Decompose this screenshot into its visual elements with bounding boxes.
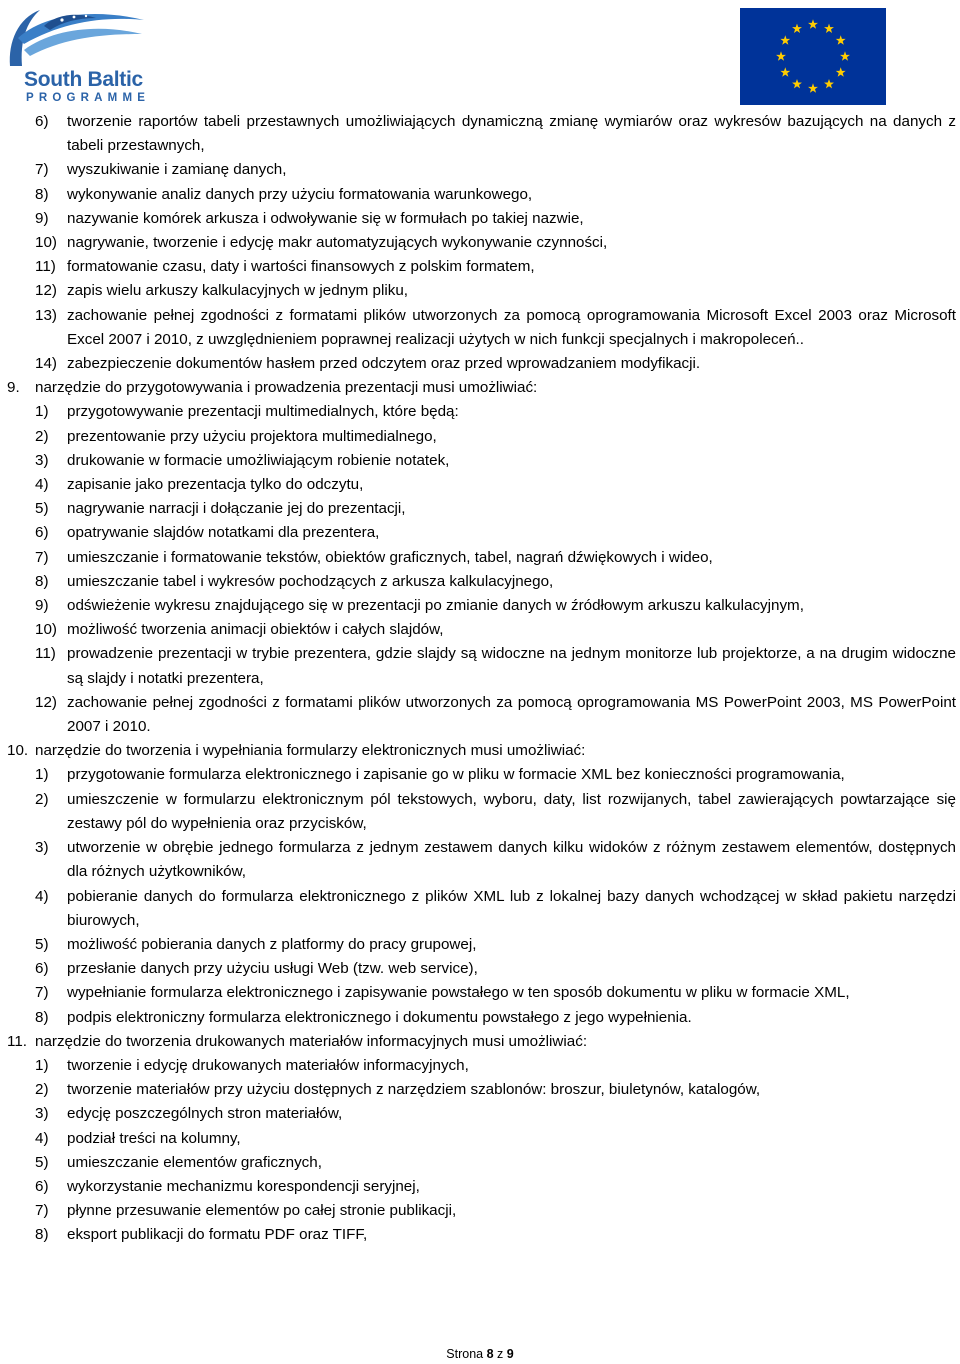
list-item-number: 5) — [35, 500, 49, 518]
list-item — [0, 788, 960, 836]
list-item — [0, 933, 960, 957]
list-item-text: prowadzenie prezentacji w trybie prezentera, gdzie slajdy są widoczne na jednym monitorze lub projektorze, a na drugim widoczne są slajdy i notatki prezentera, — [67, 645, 956, 687]
list-item — [0, 497, 960, 521]
section-item — [0, 739, 960, 763]
list-item-number: 7) — [35, 984, 49, 1002]
footer-total-pages: 9 — [506, 1347, 514, 1361]
page-footer — [0, 1346, 960, 1362]
list-item-number: 8) — [35, 572, 49, 590]
list-item — [0, 183, 960, 207]
footer-separator: z — [497, 1347, 504, 1361]
list-item-text: opatrywanie slajdów notatkami dla prezentera, — [67, 524, 380, 542]
list-item-number: 6) — [35, 1177, 49, 1195]
list-item-number: 3) — [35, 451, 49, 469]
list-item-text: narzędzie do tworzenia i wypełniania formularzy elektronicznych musi umożliwiać: — [35, 742, 586, 760]
section-item — [0, 376, 960, 400]
list-item — [0, 1078, 960, 1102]
list-item — [0, 110, 960, 158]
list-item-number: 1) — [35, 766, 49, 784]
list-item-number: 3) — [35, 839, 49, 857]
eu-flag-icon — [740, 8, 886, 105]
list-item-text: tworzenie raportów tabeli przestawnych umożliwiających dynamiczną zmianę wymiarów oraz wykresów bazujących na danych z tabeli przestawnych, — [67, 113, 956, 155]
list-item-number: 12) — [35, 282, 57, 300]
south-baltic-logo — [4, 4, 150, 106]
list-item-text: przygotowywanie prezentacji multimedialnych, które będą: — [67, 403, 459, 421]
logo-title: South Baltic — [24, 68, 143, 91]
list-item-number: 13) — [35, 306, 57, 324]
footer-current-page: 8 — [486, 1347, 494, 1361]
list-item-number: 2) — [35, 427, 49, 445]
list-item — [0, 255, 960, 279]
list-item-text: umieszczanie elementów graficznych, — [67, 1153, 322, 1171]
page-header — [0, 0, 960, 108]
list-item-text: umieszczanie i formatowanie tekstów, obiektów graficznych, tabel, nagrań dźwiękowych i wideo, — [67, 548, 713, 566]
list-item-number: 7) — [35, 548, 49, 566]
eu-flag — [740, 8, 886, 105]
list-item — [0, 279, 960, 303]
list-item-number: 11. — [7, 1032, 27, 1050]
list-item-number: 8) — [35, 185, 49, 203]
list-item-number: 2) — [35, 1081, 49, 1099]
footer-prefix: Strona — [446, 1347, 484, 1361]
list-item — [0, 1175, 960, 1199]
list-item — [0, 352, 960, 376]
list-item-number: 4) — [35, 1129, 49, 1147]
list-item-number: 6) — [35, 524, 49, 542]
list-item-number: 14) — [35, 355, 57, 373]
list-item-text: narzędzie do tworzenia drukowanych materiałów informacyjnych musi umożliwiać: — [35, 1032, 588, 1050]
list-item-text: zapis wielu arkuszy kalkulacyjnych w jednym pliku, — [67, 282, 409, 300]
list-item-text: wykonywanie analiz danych przy użyciu formatowania warunkowego, — [67, 185, 533, 203]
list-item-number: 7) — [35, 161, 49, 179]
list-item — [0, 449, 960, 473]
list-item — [0, 1199, 960, 1223]
list-item-number: 1) — [35, 403, 49, 421]
document-body — [0, 110, 960, 1248]
list-item-number: 11) — [35, 258, 56, 276]
list-item — [0, 1127, 960, 1151]
list-item-text: pobieranie danych do formularza elektronicznego z plików XML lub z lokalnej bazy danych wchodzącej w skład pakietu narzędzi biurowych, — [67, 887, 956, 929]
list-item-text: narzędzie do przygotowywania i prowadzenia prezentacji musi umożliwiać: — [35, 379, 538, 397]
list-item-text: możliwość pobierania danych z platformy do pracy grupowej, — [67, 935, 477, 953]
list-item-number: 10) — [35, 621, 57, 639]
list-item-text: wykorzystanie mechanizmu korespondencji seryjnej, — [67, 1177, 420, 1195]
list-item — [0, 885, 960, 933]
list-item — [0, 1102, 960, 1126]
list-item-text: prezentowanie przy użyciu projektora multimedialnego, — [67, 427, 437, 445]
list-item-text: zachowanie pełnej zgodności z formatami plików utworzonych za pomocą oprogramowania MS PowerPoint 2003, MS PowerPoint 2007 i 2010. — [67, 693, 956, 736]
list-item-number: 12) — [35, 693, 57, 711]
list-item-number: 9) — [35, 597, 49, 615]
list-item-number: 4) — [35, 887, 49, 905]
list-item-text: nagrywanie narracji i dołączanie jej do prezentacji, — [67, 500, 406, 518]
list-item — [0, 1151, 960, 1175]
list-item-number: 1) — [35, 1056, 49, 1074]
list-item — [0, 836, 960, 884]
list-item-text: tworzenie i edycję drukowanych materiałów informacyjnych, — [67, 1056, 469, 1074]
list-item-text: umieszczanie tabel i wykresów pochodzących z arkusza kalkulacyjnego, — [67, 572, 554, 590]
list-item-text: eksport publikacji do formatu PDF oraz TIFF, — [67, 1226, 368, 1244]
list-item-text: nagrywanie, tworzenie i edycję makr automatyzujących wykonywanie czynności, — [67, 234, 608, 252]
list-item-number: 8) — [35, 1008, 49, 1026]
list-item — [0, 957, 960, 981]
list-item-text: utworzenie w obrębie jednego formularza z jednym zestawem danych kilku widoków z różnym zestawem elementów, dostępnych dla różnych użytkowników, — [67, 839, 956, 881]
list-item — [0, 521, 960, 545]
list-item — [0, 158, 960, 182]
list-item — [0, 304, 960, 352]
list-item-text: wyszukiwanie i zamianę danych, — [67, 161, 287, 179]
list-item-number: 2) — [35, 790, 49, 808]
list-item-text: zachowanie pełnej zgodności z formatami plików utworzonych za pomocą oprogramowania Microsoft Excel 2003 oraz Microsoft Excel 2007 i 2010, z uwzględnieniem poprawnej realizacji użytych w nich funkcji specjalnych i makropoleceń.. — [67, 306, 956, 348]
list-item-number: 9) — [35, 209, 49, 227]
list-item-number: 3) — [35, 1105, 49, 1123]
list-item — [0, 425, 960, 449]
list-item-text: odświeżenie wykresu znajdującego się w prezentacji po zmianie danych w źródłowym arkuszu kalkulacyjnym, — [67, 597, 804, 615]
list-item-text: edycję poszczególnych stron materiałów, — [67, 1105, 343, 1123]
list-item — [0, 473, 960, 497]
list-item — [0, 1006, 960, 1030]
list-item-text: tworzenie materiałów przy użyciu dostępnych z narzędziem szablonów: broszur, biuletynów, katalogów, — [67, 1081, 761, 1099]
list-item-text: nazywanie komórek arkusza i odwoływanie się w formułach po takiej nazwie, — [67, 209, 584, 227]
list-item-text: podział treści na kolumny, — [67, 1129, 241, 1147]
list-item — [0, 1223, 960, 1247]
list-item-text: zabezpieczenie dokumentów hasłem przed odczytem oraz przed wprowadzaniem modyfikacji. — [67, 355, 701, 373]
list-item-text: przygotowanie formularza elektronicznego i zapisanie go w pliku w formacie XML bez konieczności programowania, — [67, 766, 845, 784]
list-item-text: formatowanie czasu, daty i wartości finansowych z polskim formatem, — [67, 258, 535, 276]
list-item-number: 9. — [7, 379, 20, 397]
list-item-number: 4) — [35, 476, 49, 494]
list-item-text: umieszczenie w formularzu elektronicznym pól tekstowych, wyboru, daty, list rozwijanych, tabel zawierających powtarzające się zestawy pól do wypełnienia oraz przycisków, — [67, 790, 956, 832]
list-item-number: 5) — [35, 935, 49, 953]
list-item — [0, 546, 960, 570]
list-item — [0, 1054, 960, 1078]
list-item-number: 11) — [35, 645, 56, 663]
list-item-text: możliwość tworzenia animacji obiektów i całych slajdów, — [67, 621, 444, 639]
list-item — [0, 981, 960, 1005]
list-item-text: wypełnianie formularza elektronicznego i zapisywanie powstałego w ten sposób dokumentu w pliku w formacie XML, — [67, 984, 850, 1002]
list-item-number: 6) — [35, 113, 49, 130]
list-item — [0, 691, 960, 739]
list-item-number: 10) — [35, 234, 57, 252]
list-item-text: płynne przesuwanie elementów po całej stronie publikacji, — [67, 1202, 457, 1220]
list-item — [0, 763, 960, 787]
list-item-number: 10. — [7, 742, 29, 760]
logo-subtitle: PROGRAMME — [26, 92, 151, 104]
list-item-text: drukowanie w formacie umożliwiającym robienie notatek, — [67, 451, 450, 469]
list-item — [0, 642, 960, 690]
list-item — [0, 231, 960, 255]
list-item — [0, 618, 960, 642]
list-item — [0, 594, 960, 618]
list-item-text: podpis elektroniczny formularza elektronicznego i dokumentu powstałego z jego wypełnienia. — [67, 1008, 692, 1026]
list-item — [0, 400, 960, 424]
list-item-number: 6) — [35, 960, 49, 978]
list-item-number: 7) — [35, 1202, 49, 1220]
section-item — [0, 1030, 960, 1054]
list-item-number: 8) — [35, 1226, 49, 1244]
south-baltic-wave-logo-icon — [4, 4, 150, 74]
list-item — [0, 570, 960, 594]
list-item-number: 5) — [35, 1153, 49, 1171]
list-item-text: zapisanie jako prezentacja tylko do odczytu, — [67, 476, 364, 494]
list-item-text: przesłanie danych przy użyciu usługi Web (tzw. web service), — [67, 960, 478, 978]
list-item — [0, 207, 960, 231]
